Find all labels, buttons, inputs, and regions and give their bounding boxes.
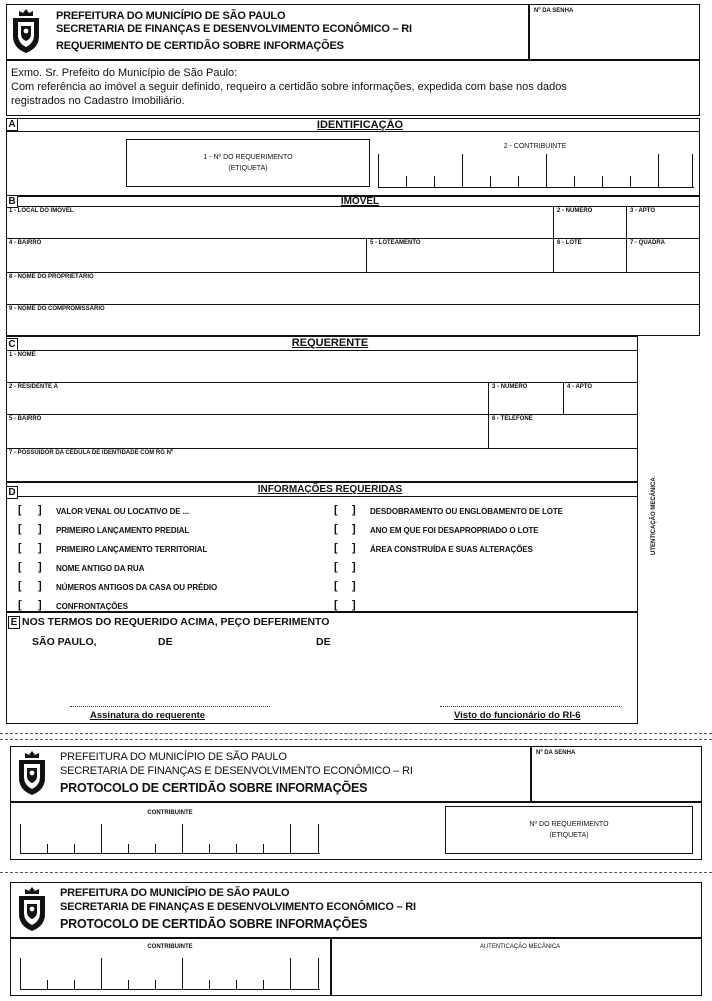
apto-requerente-field[interactable] xyxy=(564,382,638,414)
signature-funcionario-label: Visto do funcionário do RI-6 xyxy=(454,710,581,721)
checkbox-open-bracket: [ xyxy=(334,580,338,592)
checkbox-open-bracket: [ xyxy=(334,599,338,611)
loteamento-label: 5 - LOTEAMENTO xyxy=(370,240,421,246)
protocol-1-line-2: SECRETARIA DE FINANÇAS E DESENVOLVIMENTO ECONÔMICO – RI xyxy=(60,765,413,777)
requerimento-label: 1 - Nº DO REQUERIMENTO xyxy=(203,154,293,161)
local-imovel-label: 1 - LOCAL DO IMÓVEL xyxy=(9,208,74,214)
protocol-2-autenticacao-label: AUTENTICAÇÃO MECÂNICA xyxy=(479,944,561,950)
bairro-imovel-field[interactable] xyxy=(6,238,366,272)
cut-line-1 xyxy=(0,733,712,734)
requerimento-sublabel: (ETIQUETA) xyxy=(228,165,268,172)
checkbox-open-bracket: [ xyxy=(18,504,22,516)
info-option-label: VALOR VENAL OU LOCATIVO DE ... xyxy=(56,507,190,516)
proprietario-field[interactable] xyxy=(6,272,700,304)
date-de-2: DE xyxy=(316,636,331,648)
header-line-1: PREFEITURA DO MUNICÍPIO DE SÃO PAULO xyxy=(56,10,286,22)
info-option-left[interactable] xyxy=(14,561,324,577)
protocol-2-contribuinte-field[interactable] xyxy=(20,956,320,990)
info-option-left[interactable] xyxy=(14,504,324,520)
checkbox-close-bracket: ] xyxy=(38,523,42,535)
checkbox-close-bracket: ] xyxy=(38,542,42,554)
section-e-letter: E xyxy=(8,616,20,629)
nome-requerente-field[interactable] xyxy=(6,350,638,382)
protocol-1-requerimento-sublabel: (ETIQUETA) xyxy=(549,832,589,839)
date-month-input[interactable] xyxy=(182,634,310,650)
checkbox-open-bracket: [ xyxy=(18,523,22,535)
cut-line-3 xyxy=(0,872,712,873)
checkbox-close-bracket: ] xyxy=(352,523,356,535)
side-autenticacao-label: UTENTICAÇÃO MECÂNICA xyxy=(651,477,657,555)
protocol-2-contribuinte-label: CONTRIBUINTE xyxy=(147,944,193,950)
info-option-label: NÚMEROS ANTIGOS DA CASA OU PRÉDIO xyxy=(56,583,218,592)
requerimento-etiqueta-box[interactable] xyxy=(126,139,370,187)
section-d-letter: D xyxy=(6,486,18,499)
checkbox-open-bracket: [ xyxy=(334,561,338,573)
protocol-1-contribuinte-field[interactable] xyxy=(20,822,320,854)
checkbox-open-bracket: [ xyxy=(334,542,338,554)
contribuinte-digit-field[interactable] xyxy=(378,152,694,188)
cedula-identidade-label: 7 - POSSUIDOR DA CÉDULA DE IDENTIDADE COM RG Nº xyxy=(9,450,174,456)
telefone-field[interactable] xyxy=(489,414,638,448)
protocol-2-line-1: PREFEITURA DO MUNICÍPIO DE SÃO PAULO xyxy=(60,887,290,899)
bairro-imovel-label: 4 - BAIRRO xyxy=(9,240,42,246)
apto-imovel-field[interactable] xyxy=(627,206,700,238)
bairro-requerente-field[interactable] xyxy=(6,414,488,448)
residente-label: 2 - RESIDENTE À xyxy=(9,384,59,390)
info-option-label: PRIMEIRO LANÇAMENTO TERRITORIAL xyxy=(56,545,208,554)
header-line-2: SECRETARIA DE FINANÇAS E DESENVOLVIMENTO ECONÔMICO – RI xyxy=(56,23,412,35)
header-line-3: REQUERIMENTO DE CERTIDÃO SOBRE INFORMAÇÕES xyxy=(56,40,344,52)
telefone-label: 6 - TELEFONE xyxy=(492,416,533,422)
signature-requerente-label: Assinatura do requerente xyxy=(90,710,206,721)
protocol-2-line-2: SECRETARIA DE FINANÇAS E DESENVOLVIMENTO ECONÔMICO – RI xyxy=(60,901,416,913)
section-b-letter: B xyxy=(6,195,18,208)
local-imovel-field[interactable] xyxy=(6,206,554,238)
info-option-right[interactable] xyxy=(330,561,630,577)
bairro-requerente-label: 5 - BAIRRO xyxy=(9,416,42,422)
info-option-left[interactable] xyxy=(14,523,324,539)
checkbox-close-bracket: ] xyxy=(352,599,356,611)
sao-paulo-label: SÃO PAULO, xyxy=(32,636,97,648)
coat-of-arms-icon xyxy=(15,886,49,932)
coat-of-arms-icon xyxy=(15,750,49,796)
compromissario-field[interactable] xyxy=(6,304,700,336)
coat-of-arms-icon xyxy=(9,8,43,54)
section-c-letter: C xyxy=(6,338,18,351)
signature-line-requerente[interactable] xyxy=(70,706,270,707)
signature-line-funcionario[interactable] xyxy=(440,706,620,707)
checkbox-close-bracket: ] xyxy=(38,561,42,573)
checkbox-open-bracket: [ xyxy=(18,599,22,611)
checkbox-close-bracket: ] xyxy=(38,504,42,516)
info-option-label: DESDOBRAMENTO OU ENGLOBAMENTO DE LOTE xyxy=(370,507,563,516)
intro-line-3: registrados no Cadastro Imobiliário. xyxy=(11,95,185,107)
checkbox-open-bracket: [ xyxy=(18,542,22,554)
date-year-input[interactable] xyxy=(340,634,400,650)
intro-line-1: Exmo. Sr. Prefeito do Município de São Paulo: xyxy=(11,67,238,79)
protocol-1-line-1: PREFEITURA DO MUNICÍPIO DE SÃO PAULO xyxy=(60,751,287,763)
protocol-2-line-3: PROTOCOLO DE CERTIDÃO SOBRE INFORMAÇÕES xyxy=(60,917,368,931)
numero-imovel-label: 2 - NÚMERO xyxy=(557,208,593,214)
loteamento-field[interactable] xyxy=(367,238,553,272)
cedula-identidade-field[interactable] xyxy=(6,448,638,482)
checkbox-open-bracket: [ xyxy=(334,504,338,516)
apto-requerente-label: 4 - APTO xyxy=(567,384,593,390)
section-a-letter: A xyxy=(6,118,18,131)
info-option-right[interactable] xyxy=(330,523,630,539)
section-c-title: REQUERENTE xyxy=(291,337,369,349)
date-day-input[interactable] xyxy=(108,634,154,650)
checkbox-close-bracket: ] xyxy=(38,599,42,611)
numero-requerente-label: 3 - NÚMERO xyxy=(492,384,528,390)
checkbox-open-bracket: [ xyxy=(18,561,22,573)
checkbox-close-bracket: ] xyxy=(352,504,356,516)
protocol-1-requerimento-label: Nº DO REQUERIMENTO xyxy=(529,821,609,828)
section-b-title: IMÓVEL xyxy=(340,196,380,207)
info-option-right[interactable] xyxy=(330,580,630,596)
section-a-title: IDENTIFICAÇÃO xyxy=(316,119,404,131)
info-option-label: CONFRONTAÇÕES xyxy=(56,602,128,611)
info-option-label: ANO EM QUE FOI DESAPROPRIADO O LOTE xyxy=(370,526,539,535)
info-option-left[interactable] xyxy=(14,542,324,558)
date-de-1: DE xyxy=(158,636,173,648)
info-option-label: ÁREA CONSTRUÍDA E SUAS ALTERAÇÕES xyxy=(370,545,533,554)
info-option-right[interactable] xyxy=(330,542,630,558)
info-option-label: PRIMEIRO LANÇAMENTO PREDIAL xyxy=(56,526,190,535)
residente-field[interactable] xyxy=(6,382,488,414)
nome-requerente-label: 1 - NOME xyxy=(9,352,36,358)
checkbox-close-bracket: ] xyxy=(352,542,356,554)
info-option-label: NOME ANTIGO DA RUA xyxy=(56,564,145,573)
compromissario-label: 9 - NOME DO COMPROMISSÁRIO xyxy=(9,306,105,312)
checkbox-open-bracket: [ xyxy=(18,580,22,592)
protocol-1-line-3: PROTOCOLO DE CERTIDÃO SOBRE INFORMAÇÕES xyxy=(60,781,368,795)
contribuinte-label: 2 - CONTRIBUINTE xyxy=(503,143,567,150)
checkbox-close-bracket: ] xyxy=(352,561,356,573)
lote-field[interactable] xyxy=(554,238,626,272)
checkbox-close-bracket: ] xyxy=(352,580,356,592)
senha-label: Nº DA SENHA xyxy=(534,8,574,14)
intro-line-2: Com referência ao imóvel a seguir definido, requeiro a certidão sobre informações, expedida com base nos dados xyxy=(11,81,567,93)
cut-line-2 xyxy=(0,739,712,740)
numero-imovel-field[interactable] xyxy=(554,206,626,238)
section-e xyxy=(6,612,638,724)
checkbox-open-bracket: [ xyxy=(334,523,338,535)
proprietario-label: 8 - NOME DO PROPRIETÁRIO xyxy=(9,274,94,280)
info-option-right[interactable] xyxy=(330,504,630,520)
deferimento-text: NOS TERMOS DO REQUERIDO ACIMA, PEÇO DEFERIMENTO xyxy=(22,616,330,628)
quadra-field[interactable] xyxy=(627,238,700,272)
apto-imovel-label: 3 - APTO xyxy=(630,208,656,214)
numero-requerente-field[interactable] xyxy=(489,382,563,414)
quadra-label: 7 - QUADRA xyxy=(630,240,666,246)
section-d-title: INFORMAÇÕES REQUERIDAS xyxy=(257,484,403,495)
lote-label: 6 - LOTE xyxy=(557,240,582,246)
protocol-1-contribuinte-label: CONTRIBUINTE xyxy=(147,810,193,816)
protocol-1-senha-label: Nº DA SENHA xyxy=(536,750,576,756)
checkbox-close-bracket: ] xyxy=(38,580,42,592)
info-option-left[interactable] xyxy=(14,580,324,596)
protocol-1-requerimento-box[interactable] xyxy=(445,806,693,854)
